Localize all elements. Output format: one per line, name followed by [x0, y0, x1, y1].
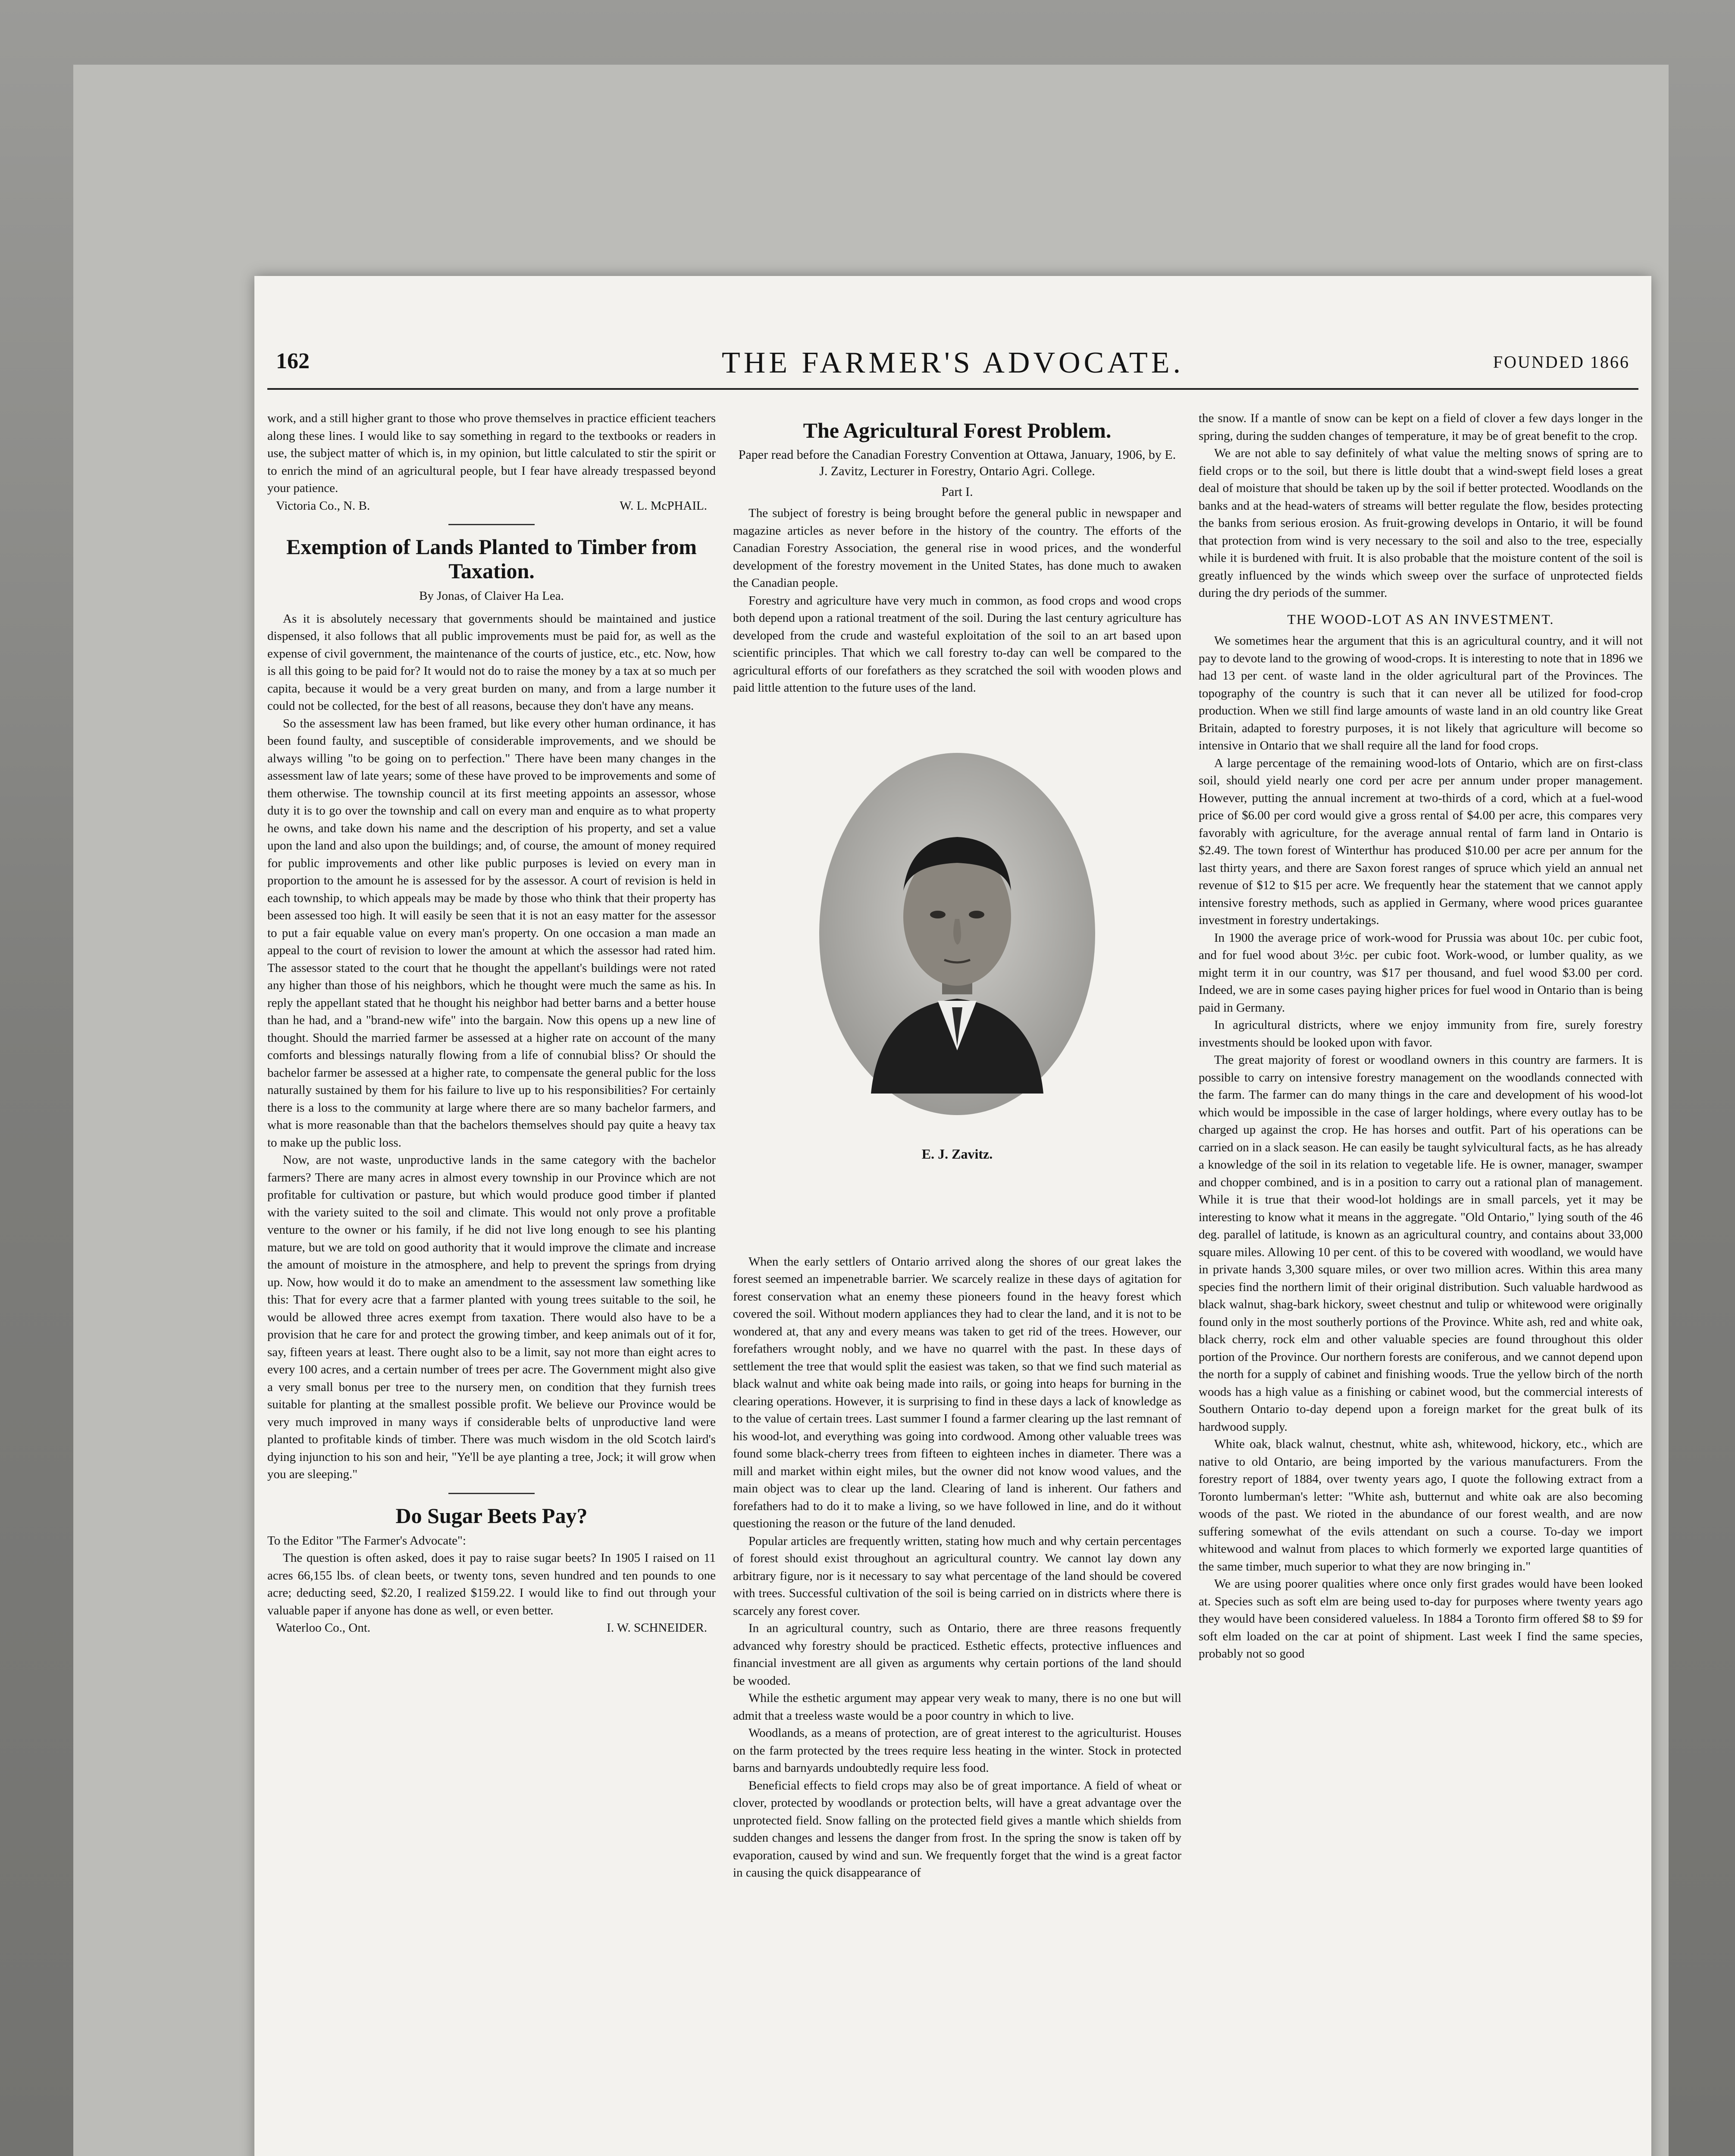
article-paragraph: The subject of forestry is being brought before the general public in newspaper and magazine articles as never before in the history of the country. The efforts of the Canadian Forestry Association, the general rise in wood prices, and the wonderful development of the forestry movement in the United States, has done much to awaken the Canadian people. — [733, 506, 1181, 590]
intro-signature: W. L. McPHAIL. — [620, 498, 707, 513]
portrait-caption: E. J. Zavitz. — [921, 1146, 993, 1162]
newspaper-page — [254, 276, 1651, 2156]
article-paragraph: the snow. If a mantle of snow can be kept on a field of clover a few days longer in the spring, during the sudden changes of temperature, it may be of great benefit to the crop. — [1199, 411, 1643, 443]
article-paragraph: Beneficial effects to field crops may also be of great importance. A field of wheat or clover, protected by woodlands or protection belts, will have a great advantage over the unprotected field. Snow falling on the protected field gives a mantle which shields from sudden changes and lessens the danger from frost. In the spring the snow is taken off by evaporation, caused by wind and sun. We frequently forget that the wind is a great factor in causing the quick disappearance of — [733, 1778, 1181, 1880]
portrait-photo — [815, 749, 1099, 1119]
intro-place: Victoria Co., N. B. — [276, 498, 370, 513]
part-label: Part I. — [941, 485, 973, 499]
article-paragraph: Popular articles are frequently written, stating how much and why certain percentages of forest should exist throughout an agricultural country. We cannot lay down any arbitrary figure, nor is it necessary to say what percentage of the land should be covered with trees. Successful cultivation of the soil is being carried on in districts where there is scarcely any forest cover. — [733, 1534, 1181, 1618]
letter-signature: I. W. SCHNEIDER. — [607, 1621, 707, 1635]
article-paragraph: White oak, black walnut, chestnut, white ash, whitewood, hickory, etc., which are native to old Ontario, are being imported by the various manufacturers. From the forestry report of 1884, over twenty years ago, I quote the following extract from a Toronto lumberman's letter: "White ash, butternut and white oak are also becoming woods of the past. We rioted in the abundance of our forest wealth, and are now suffering somewhat of the evils attendant on such a course. To-day we import whitewood and walnut from places to which formerly we exported large quantities of the same timber, much superior to what they are now bringing in." — [1199, 1437, 1643, 1573]
article-paragraph: The great majority of forest or woodland owners in this country are farmers. It is possible to carry on intensive forestry management on the woodlands connected with the farm. The farmer can do many things in the care and development of his wood-lot which would be impossible in the case of larger holdings, where every outlay has to be charged up against the crop. He has horses and outfit. Part of his operations can be carried on in a slack season. He can easily be taught sylvicultural facts, as he has already a knowledge of the soil in its relation to vegetable life. He is owner, manager, swamper and chopper combined, and is in a position to carry out a rational plan of management. While it is true that their wood-lot holdings are in small parcels, yet it may be interesting to know what it means in the aggregate. "Old Ontario," lying south of the 46 deg. parallel of latitude, is known as an agricultural country, and contains about 33,000 square miles. Allowing 10 per cent. of this to be covered with woodland, we would have in private hands 3,300 square miles, or over two million acres. Within this area many species find the northern limit of their original distribution. Such valuable hardwood as black walnut, shag-bark hickory, sweet chestnut and tulip or whitewood were originally found only in the most southerly portions of the Province. White ash, red and white oak, black cherry, rock elm and other valuable species are found throughout this older portion of the Province. Our northern forests are coniferous, and we cannot depend upon the north for a supply of cabinet and finishing woods. True the yellow birch of the north woods has a high value as a finishing or cabinet wood, but the commercial interests of Southern Ontario to-day depend upon a foreign market for the great bulk of its hardwood supply. — [1199, 1053, 1643, 1434]
article-paragraph: As it is absolutely necessary that governments should be maintained and justice dispensed, it also follows that all public improvements must be paid for, as well as the expense of civil government, the maintenance of the courts of justice, etc., etc. Now, how is all this going to be paid for? It would not do to raise the money by a tax at so much per capita, because it would be a very great burden on many, and from a large number it could not be collected, for the best of all reasons, because they don't have any means. — [267, 611, 716, 713]
divider — [448, 524, 535, 525]
article-paragraph: In agricultural districts, where we enjoy immunity from fire, surely forestry investments should be looked upon with favor. — [1199, 1018, 1643, 1050]
article-paragraph: We sometimes hear the argument that this is an agricultural country, and it will not pay to devote land to the growing of wood-crops. It is interesting to note that in 1896 we had 13 per cent. of waste land in the older agricultural part of the Provinces. The topography of the country is such that it can never all be utilized for food-crop production. When we still find large amounts of waste land in an old country like Great Britain, adapted to forestry purposes, it is not likely that agriculture will become so intensive in Ontario that we shall require all the land for food crops. — [1199, 634, 1643, 752]
page-number: 162 — [276, 349, 310, 373]
article-paragraph: Now, are not waste, unproductive lands in the same category with the bachelor farmers? There are many acres in almost every township in our Province which are not profitable for cultivation or pasture, but which would produce good timber if planted with the variety suited to the soil and climate. This would not only prove a profitable venture to the owner or his family, if he did not live long enough to see his planting mature, but we are told on good authority that it would improve the climate and increase the amount of moisture in the atmosphere, and help to prevent the springs from drying up. Now, how would it do to make an amendment to the assessment law something like this: That for every acre that a farmer planted with young trees suitable to the soil, he would be allowed three acres exempt from taxation. There would also have to be a provision that he care for and protect the growing timber, and keep animals out of it for, say, fifteen years at least. There ought also to be a limit, say not more than eight acres to every 100 acres, and a certain number of trees per acre. The Government might also give a very small bonus per tree to the nursery men, on condition that they furnish trees suitable for planting at the smallest possible profit. We believe our Province would be very much improved in many ways if considerable belts of unproductive land were planted to profitable kinds of timber. There was much wisdom in the old Scotch laird's dying injunction to his son and heir, "Ye'll be aye planting a tree, Jock; it will grow when you are sleeping." — [267, 1153, 716, 1481]
article-paragraph: In an agricultural country, such as Ontario, there are three reasons frequently advanced why forestry should be practiced. Esthetic effects, protective influences and financial investment are all given as arguments why certain portions of the land should be wooded. — [733, 1621, 1181, 1688]
article-subtitle: Paper read before the Canadian Forestry Convention at Ottawa, January, 1906, by E. J. Zavitz, Lecturer in Forestry, Ontario Agri. College. — [738, 448, 1176, 478]
letter-title: Do Sugar Beets Pay? — [395, 1503, 588, 1528]
page-header — [267, 341, 1638, 390]
intro-text: work, and a still higher grant to those who prove themselves in practice efficient teachers along these lines. I would like to say something in regard to the textbooks or readers in use, the subject matter of which is, in my opinion, but little calculated to stir the spirit or to enrich the mind of an agricultural people, but I fear have already trespassed beyond your patience. — [267, 411, 716, 495]
founded-label: FOUNDED 1866 — [1493, 352, 1630, 372]
article-paragraph: We are using poorer qualities where once only first grades would have been looked at. Species such as soft elm are being used to-day for purposes where twenty years ago they would have been considered valueless. In 1884 a Toronto firm offered $8 to $9 for soft elm loaded on the car at point of shipment. Last week I find the same species, probably not so good — [1199, 1577, 1643, 1661]
letter-body: The question is often asked, does it pay to raise sugar beets? In 1905 I raised on 11 acres 66,155 lbs. of clean beets, or twenty tons, seven hundred and ten pounds to one acre; deducting seed, $2.20, I realized $159.22. I would like to find out through your valuable paper if anyone has done as well, or even better. — [267, 1551, 716, 1617]
middle-column — [733, 410, 1181, 2156]
article-paragraph: In 1900 the average price of work-wood for Prussia was about 10c. per cubic foot, and for fuel wood about 3½c. per cubic foot. Work-wood, or lumber quality, as we might term it in our country, was $17 per thousand, and fuel wood $3.00 per cord. Indeed, we are in some cases paying higher prices for fuel wood in Ontario than is being paid in Germany. — [1199, 931, 1643, 1015]
left-column — [267, 410, 716, 2156]
article-paragraph: So the assessment law has been framed, but like every other human ordinance, it has been found faulty, and susceptible of considerable improvements, and we should be always willing "to be going on to perfection." There have been many changes in the assessment law of late years; some of these have proved to be improvements and some of them otherwise. The township council at its first meeting appoints an assessor, whose duty it is to go over the township and call on every man and enquire as to what property he owns, and take down his name and the description of his property, and set a value upon the land and also upon the buildings; and, of course, the amount of money required for public improvements and other like public purposes is levied on every man in proportion to the amount he is assessed for by the assessor. A court of revision is held in each township, to which appeals may be made by those who think that their property has been assessed too high. It will easily be seen that it is not an easy matter for the assessor to put a fair equable value on every man's property. On one occasion a man made an appeal to the court of revision to lower the amount at which the assessor had rated him. The assessor stated to the court that he thought the appellant's buildings were not rated any higher than those of his neighbors, which he thought were much the same as his. In reply the appellant stated that he thought his neighbor had better barns and a better house than he had, and a "brand-new wife" into the bargain. Now this opens up a new line of thought. Should the married farmer be assessed at a higher rate on account of the many comforts and blessings naturally flowing from a life of connubial bliss? Or should the bachelor farmer be assessed at a higher rate, to compensate the general public for the loss naturally sustained by them for his failure to live up to his responsibilities? For certainly there is a loss to the community at large where there are so many bachelor farmers, and what is more reasonable than that the bachelors themselves should pay quite a heavy tax to make up the public loss. — [267, 716, 716, 1150]
section-title-woodlot: THE WOOD-LOT AS AN INVESTMENT. — [1287, 611, 1554, 627]
article-paragraph: While the esthetic argument may appear very weak to many, there is no one but will admit that a treeless waste would be a poor country in which to live. — [733, 1691, 1181, 1723]
intro-signature-line — [267, 497, 716, 515]
letter-place: Waterloo Co., Ont. — [276, 1621, 371, 1635]
article-title-exemption: Exemption of Lands Planted to Timber from Taxation. — [286, 535, 697, 583]
article-title-forest: The Agricultural Forest Problem. — [803, 418, 1112, 442]
portrait-figure — [733, 697, 1181, 1253]
letter-signature-line — [267, 1619, 716, 1637]
article-paragraph: We are not able to say definitely of what value the melting snows of spring are to field crops or to the soil, but there is little doubt that a wind-swept field loses a great deal of moisture that should be taken up by the soil if better protected. Woodlands on the banks and at the head-waters of streams will better regulate the flow, besides protecting the banks from serious erosion. As fruit-growing develops in Ontario, it will be found that protection from wind is very necessary to the soil and also to the tree, especially while it is burdened with fruit. It is also probable that the moisture content of the soil is greatly influenced by the winds which sweep over the surface of unprotected fields during the dry periods of the summer. — [1199, 446, 1643, 600]
article-paragraph: Woodlands, as a means of protection, are of great interest to the agriculturist. Houses on the farm protected by the trees require less heating in the winter. Stock in protected barns and barnyards undoubtedly require less food. — [733, 1726, 1181, 1775]
article-paragraph: A large percentage of the remaining wood-lots of Ontario, which are on first-class soil, should yield nearly one cord per acre per annum under proper management. However, putting the annual increment at two-thirds of a cord, which at a fuel-wood price of $6.00 per cord would give a gross rental of $4.00 per acre, this compares very favorably with agriculture, for the average annual rental of farm land in Ontario is $2.49. The town forest of Winterthur has produced $10.00 per acre per annum for the last thirty years, and there are Saxon forest ranges of spruce which yield an annual net revenue of $12 to $15 per acre. We frequently hear the statement that we cannot apply intensive forestry methods, such as applied in Germany, where wood prices guarantee investment in forestry undertakings. — [1199, 756, 1643, 927]
letter-salutation: To the Editor "The Farmer's Advocate": — [267, 1533, 466, 1548]
article-byline: By Jonas, of Claiver Ha Lea. — [419, 589, 564, 603]
right-column — [1199, 410, 1643, 2156]
divider — [448, 1493, 535, 1494]
running-title: THE FARMER'S ADVOCATE. — [721, 346, 1184, 379]
article-paragraph: Forestry and agriculture have very much in common, as food crops and wood crops both depend upon a rational treatment of the soil. During the last century agriculture has developed from the crude and wasteful exploitation of the soil to an art based upon scientific principles. That which we call forestry to-day can well be compared to the agricultural efforts of our forefathers as they scratched the soil with wooden plows and paid little attention to the future uses of the land. — [733, 593, 1181, 695]
article-paragraph: When the early settlers of Ontario arrived along the shores of our great lakes the forest seemed an impenetrable barrier. We scarcely realize in these days of agitation for forest conservation what an enemy these pioneers found in the heavy forest which covered the soil. Without modern appliances they had to clear the land, and it is not to be wondered at, that any and every means was taken to get rid of the trees. However, our forefathers wrought nobly, and we have no quarrel with the past. In these days of settlement the tree that would split the easiest was taken, so that we find such material as black walnut and white oak being made into rails, or going into heaps for burning in the clearing operations. However, it is surprising to find in these days a lack of knowledge as to the value of certain trees. Last summer I found a farmer clearing up the last remnant of his wood-lot, and everything was going into cordwood. Among other valuable trees was found some black-cherry trees from fifteen to eighteen inches in diameter. There was a mill and market within eight miles, but the owner did not know wood values, and the main object was to clear up the land. Clearing of land is inherent. Our fathers and forefathers had to do it to make a living, so we have followed in line, and do it without questioning the reason or the future of the land denuded. — [733, 1254, 1181, 1530]
